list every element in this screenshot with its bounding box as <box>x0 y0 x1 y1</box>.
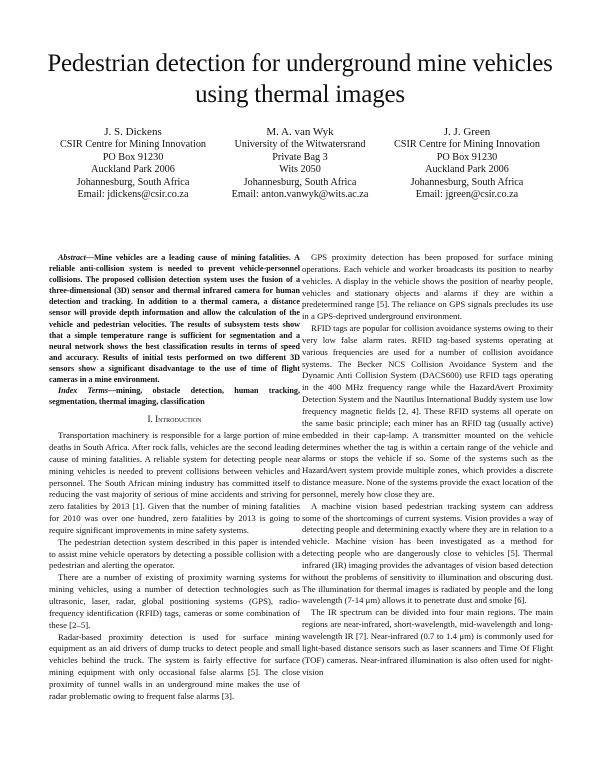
index-terms <box>49 385 300 407</box>
body-paragraph: The pedestrian detection system described in this paper is intended to assist mine vehicle operators by detecting a possible collision with a pedestrian and alerting the operator. <box>49 536 300 571</box>
author-affiliation: CSIR Centre for Mining Innovation <box>60 139 207 151</box>
author-3 <box>394 126 540 201</box>
author-1 <box>60 126 206 201</box>
author-block <box>60 126 540 201</box>
abstract <box>49 252 300 385</box>
author-2 <box>232 126 369 201</box>
body-paragraph: GPS proximity detection has been proposed for surface mining operations. Each vehicle and worker broadcasts its position to nearby vehicles. A display in the vehicle shows the position of nearby people, vehicles and stationary objects and alarms if they are within a predetermined range [5]. The reliance on GPS signals precludes its use in a GPS-deprived underground environment. <box>302 252 553 322</box>
body-paragraph: RFID tags are popular for collision avoidance systems owing to their very low false alarm rates. RFID tag-based systems operating at various frequencies are used for a number of collision avoidance systems. The Becker NCS Collision Avoidance System and the Dynamic Anti Collision System (DACS600) use RFID tags operating in the 400 MHz frequency range while the HazardAvert Proximity Detection System and the Nautilus International Buddy system use low frequency magnetic fields [2, 4]. These RFID systems all operate on the same basic principle; each miner has an RFID tag (usually active) embedded in their cap-lamp. A transmitter mounted on the vehicle determines whether the tag is within a certain range of the vehicle and alarms or stops the vehicle if so. Some of the systems such as the HazardAvert system provide multiple zones, which provides a discrete distance measure. None of the systems provide the exact location of the personnel, merely how close they are. <box>302 323 553 499</box>
author-address: Private Bag 3 <box>272 151 328 163</box>
author-address: Wits 2050 <box>279 164 321 176</box>
author-email: Email: anton.vanwyk@wits.ac.za <box>231 189 369 201</box>
index-terms-label: Index Terms <box>58 386 108 396</box>
abstract-label: Abstract <box>58 253 86 262</box>
author-address: PO Box 91230 <box>102 151 164 163</box>
right-column <box>302 252 553 678</box>
author-address: Johannesburg, South Africa <box>243 176 357 188</box>
index-terms-text: —mining, obstacle detection, human tracking, segmentation, thermal imaging, classification <box>49 386 301 407</box>
author-address: PO Box 91230 <box>436 151 498 163</box>
author-name: J. S. Dickens <box>104 126 162 138</box>
paper-title: Pedestrian detection for underground mine vehicles using thermal images <box>47 50 553 108</box>
body-paragraph: There are a number of existing of proximity warning systems for mining vehicles, using a number of detection technologies such as ultrasonic, laser, radar, global positioning systems (GPS), radio-frequency identification (RFID) tags, cameras or some combination of these [2–5]. <box>49 572 300 630</box>
body-paragraph: Transportation machinery is responsible for a large portion of mine deaths in South Africa. After rock falls, vehicles are the second leading cause of mining fatalities. A reliable system for detecting people near mining vehicles is needed to prevent collisions between vehicles and personnel. The South African mining industry has committed itself to reducing the vast majority of serious of mine accidents and striving for zero fatalities by 2013 [1]. Given that the number of mining fatalities for 2010 was over one hundred, zero fatalities by 2013 is going to require significant improvements in mine safety systems. <box>49 430 300 535</box>
body-paragraph: Radar-based proximity detection is used for surface mining equipment as an aid drivers of dump trucks to detect people and small vehicles behind the truck. The system is fairly effective for surface mining equipment with only occasional false alarms [5]. The close proximity of tunnel walls in an underground mine makes the use of radar problematic owing to frequent false alarms [3]. <box>49 631 300 701</box>
author-name: M. A. van Wyk <box>266 126 334 138</box>
author-affiliation: University of the Witwatersrand <box>234 139 366 151</box>
author-address: Johannesburg, South Africa <box>76 176 190 188</box>
author-email: Email: jgreen@csir.co.za <box>415 189 519 201</box>
author-name: J. J. Green <box>443 126 491 138</box>
author-address: Auckland Park 2006 <box>425 164 509 176</box>
section-heading: I. Introduction <box>147 414 202 425</box>
author-address: Auckland Park 2006 <box>91 164 175 176</box>
left-column <box>49 252 300 703</box>
abstract-text: —Mine vehicles are a leading cause of mining fatalities. A reliable anti-collision system is needed to prevent vehicle-personnel collisions. The proposed collision detection system uses the fusion of a three-dimensional (3D) sensor and thermal infrared camera for human detection and tracking. In addition to a thermal camera, a distance sensor will provide depth information and allow the calculation of the vehicle and pedestrian velocities. The results of subsystem tests show that a simple temperature range is sufficient for segmentation and a neural network shows the best classification results in terms of speed and accuracy. Results of initial tests performed on two different 3D sensors show a significant disadvantage to the use of time of flight cameras in a mine environment. <box>49 253 300 385</box>
body-paragraph: A machine vision based pedestrian tracking system can address some of the shortcomings of current systems. Vision provides a way of detecting people and determining exactly where they are in relation to a vehicle. Machine vision has been investigated as a method for detecting people who are dangerously close to vehicles [5]. Thermal infrared (IR) imaging provides the advantages of vision based detection without the problems of sensitivity to illumination and obscuring dust. The illumination for thermal images is radiated by people and the long wavelength (7-14 μm) allows it to penetrate dust and smoke [6]. <box>302 500 553 606</box>
body-paragraph: The IR spectrum can be divided into four main regions. The main regions are near-infrared, short-wavelength, mid-wavelength and long-wavelength IR [7]. Near-infrared (0.7 to 1.4 μm) is commonly used for light-based distance sensors such as laser scanners and Time Of Flight (TOF) cameras. Near-infrared illumination is also often used for night-vision <box>302 607 553 677</box>
author-email: Email: jdickens@csir.co.za <box>77 189 189 201</box>
author-address: Johannesburg, South Africa <box>410 176 524 188</box>
author-affiliation: CSIR Centre for Mining Innovation <box>393 139 540 151</box>
